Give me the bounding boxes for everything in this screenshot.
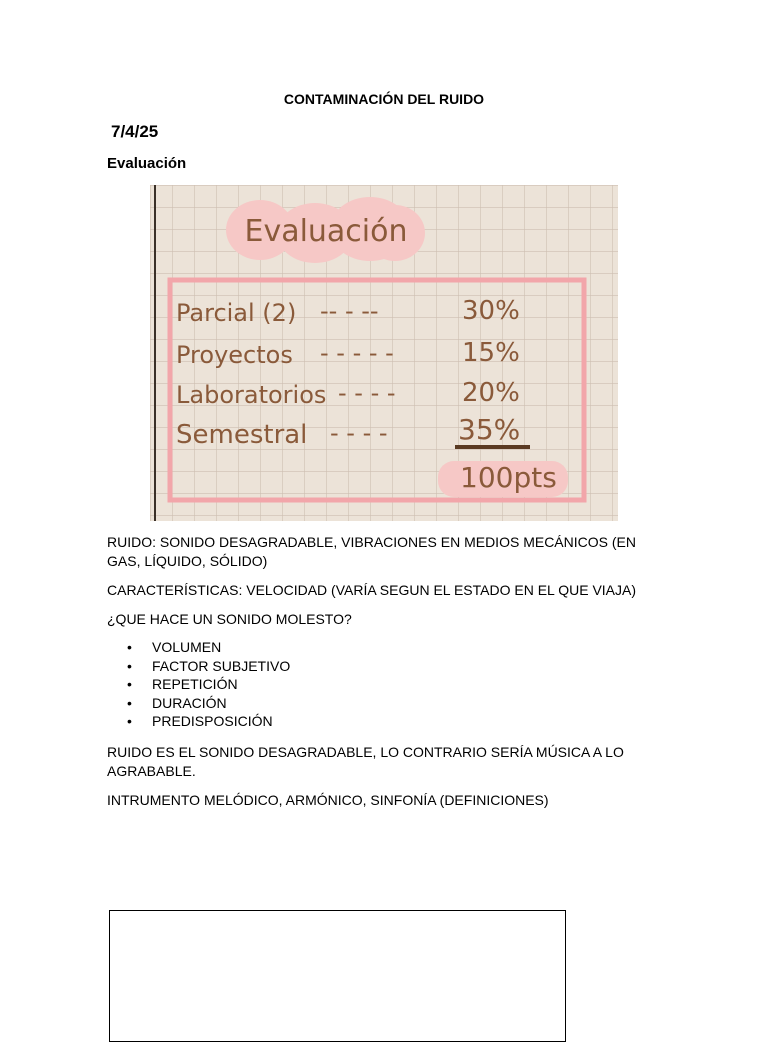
- list-item-text: PREDISPOSICIÓN: [152, 713, 273, 730]
- paragraph-ruido-contrario: RUIDO ES EL SONIDO DESAGRADABLE, LO CONTRARIO SERÍA MÚSICA A LO AGRABABLE.: [107, 744, 624, 779]
- list-item: [107, 675, 290, 694]
- list-item-text: FACTOR SUBJETIVO: [152, 657, 291, 674]
- paragraph-pregunta: ¿QUE HACE UN SONIDO MOLESTO?: [107, 611, 352, 627]
- list-item-text: REPETICIÓN: [152, 676, 238, 693]
- row-value: 15%: [462, 338, 520, 368]
- photo-heading: Evaluación: [244, 214, 408, 249]
- factors-list: [107, 638, 290, 731]
- evaluation-photo-svg: [150, 185, 618, 521]
- paragraph-caracteristicas: CARACTERÍSTICAS: VELOCIDAD (VARÍA SEGUN EL ESTADO EN EL QUE VIAJA): [107, 582, 637, 598]
- bullet-icon: •: [127, 694, 132, 711]
- bullet-icon: •: [127, 713, 132, 730]
- list-item: [107, 657, 290, 676]
- photo-row-0: [176, 296, 520, 327]
- list-item: [107, 638, 290, 657]
- row-dashes: - - - - -: [320, 339, 394, 367]
- row-label: Semestral: [176, 420, 308, 450]
- photo-total: 100pts: [460, 461, 557, 494]
- bullet-icon: •: [127, 676, 132, 693]
- bullet-icon: •: [127, 639, 132, 655]
- row-label: Laboratorios: [176, 381, 327, 409]
- empty-box: [109, 910, 566, 1042]
- row-value: 35%: [458, 413, 521, 446]
- evaluation-photo: [150, 185, 618, 521]
- row-dashes: - - - -: [330, 419, 388, 447]
- bullet-icon: •: [127, 657, 132, 674]
- document-title: CONTAMINACIÓN DEL RUIDO: [283, 91, 485, 107]
- list-item: [107, 712, 290, 731]
- photo-row-1: [176, 338, 520, 369]
- paragraph-ruido-definition: RUIDO: SONIDO DESAGRADABLE, VIBRACIONES EN MEDIOS MECÁNICOS (EN GAS, LÍQUIDO, SÓLIDO): [107, 534, 636, 569]
- list-item-text: VOLUMEN: [152, 639, 222, 655]
- row-value: 30%: [462, 296, 520, 326]
- paragraph-instrumento: INTRUMENTO MELÓDICO, ARMÓNICO, SINFONÍA (DEFINICIONES): [107, 792, 549, 808]
- list-item: [107, 694, 290, 713]
- photo-row-2: [176, 378, 520, 409]
- row-dashes: -- - --: [320, 297, 379, 325]
- section-heading-evaluacion: Evaluación: [107, 155, 187, 172]
- row-value: 20%: [462, 378, 520, 408]
- row-dashes: - - - -: [338, 379, 396, 407]
- list-item-text: DURACIÓN: [152, 694, 227, 711]
- row-label: Proyectos: [176, 341, 293, 369]
- document-date: 7/4/25: [111, 122, 159, 141]
- row-label: Parcial (2): [176, 299, 297, 327]
